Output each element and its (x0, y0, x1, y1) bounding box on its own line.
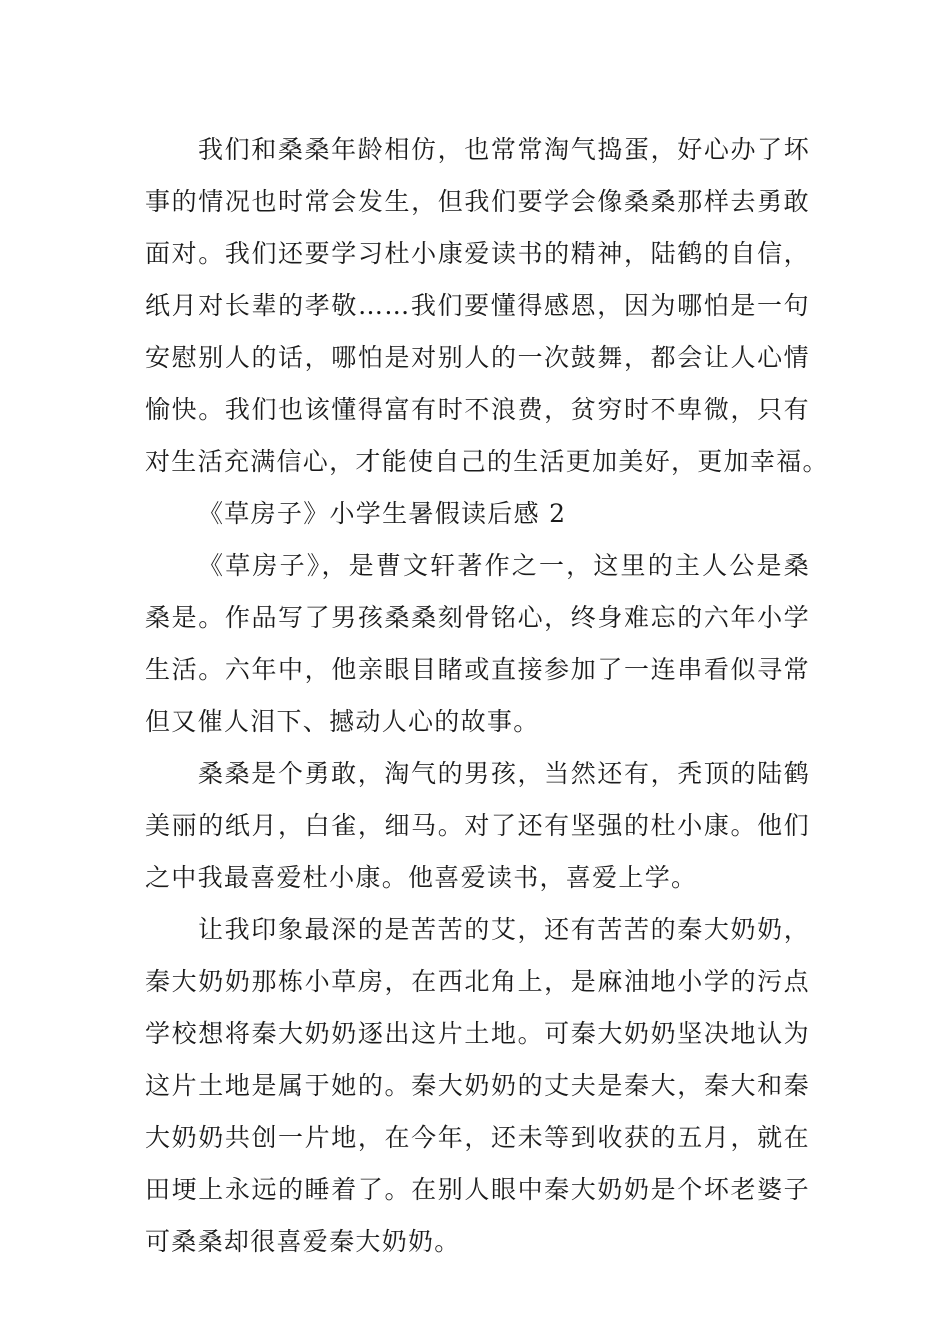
text-line: 事的情况也时常会发生，但我们要学会像桑桑那样去勇敢 (145, 187, 810, 216)
paragraph-introduction (145, 540, 810, 748)
heading-text: 《草房子》小学生暑假读后感 2 (198, 499, 567, 528)
document-body (145, 124, 829, 1268)
text-line: 学校想将秦大奶奶逐出这片土地。可秦大奶奶坚决地认为 (145, 1019, 810, 1048)
text-line: 桑桑是个勇敢，淘气的男孩，当然还有，秃顶的陆鹤 (198, 759, 810, 788)
text-line: 让我印象最深的是苦苦的艾，还有苦苦的秦大奶奶， (198, 915, 810, 944)
text-line: 可桑桑却很喜爱秦大奶奶。 (145, 1227, 461, 1256)
text-line: 面对。我们还要学习杜小康爱读书的精神，陆鹤的自信， (145, 239, 810, 268)
text-line: 生活。六年中，他亲眼目睹或直接参加了一连串看似寻常 (145, 655, 810, 684)
text-line: 安慰别人的话，哪怕是对别人的一次鼓舞，都会让人心情 (145, 343, 810, 372)
paragraph-grandma-qin (145, 904, 810, 1268)
text-line: 桑是。作品写了男孩桑桑刻骨铭心，终身难忘的六年小学 (145, 603, 810, 632)
text-line: 这片土地是属于她的。秦大奶奶的丈夫是秦大，秦大和秦 (145, 1071, 810, 1100)
text-line: 对生活充满信心，才能使自己的生活更加美好，更加幸福。 (145, 447, 829, 476)
text-line: 《草房子》，是曹文轩著作之一，这里的主人公是桑 (198, 551, 810, 580)
text-line: 之中我最喜爱杜小康。他喜爱读书，喜爱上学。 (145, 863, 698, 892)
text-line: 美丽的纸月，白雀，细马。对了还有坚强的杜小康。他们 (145, 811, 810, 840)
text-line: 田埂上永远的睡着了。在别人眼中秦大奶奶是个坏老婆子 (145, 1175, 810, 1204)
section-heading (145, 488, 810, 540)
text-line: 愉快。我们也该懂得富有时不浪费，贫穷时不卑微，只有 (145, 395, 810, 424)
text-line: 但又催人泪下、撼动人心的故事。 (145, 707, 540, 736)
paragraph-characters (145, 748, 810, 904)
text-line: 大奶奶共创一片地，在今年，还未等到收获的五月，就在 (145, 1123, 810, 1152)
text-line: 我们和桑桑年龄相仿，也常常淘气捣蛋，好心办了坏 (198, 135, 810, 164)
text-line: 秦大奶奶那栋小草房，在西北角上，是麻油地小学的污点 (145, 967, 810, 996)
text-line: 纸月对长辈的孝敬……我们要懂得感恩，因为哪怕是一句 (145, 291, 810, 320)
paragraph-closing-reflection (145, 124, 829, 488)
